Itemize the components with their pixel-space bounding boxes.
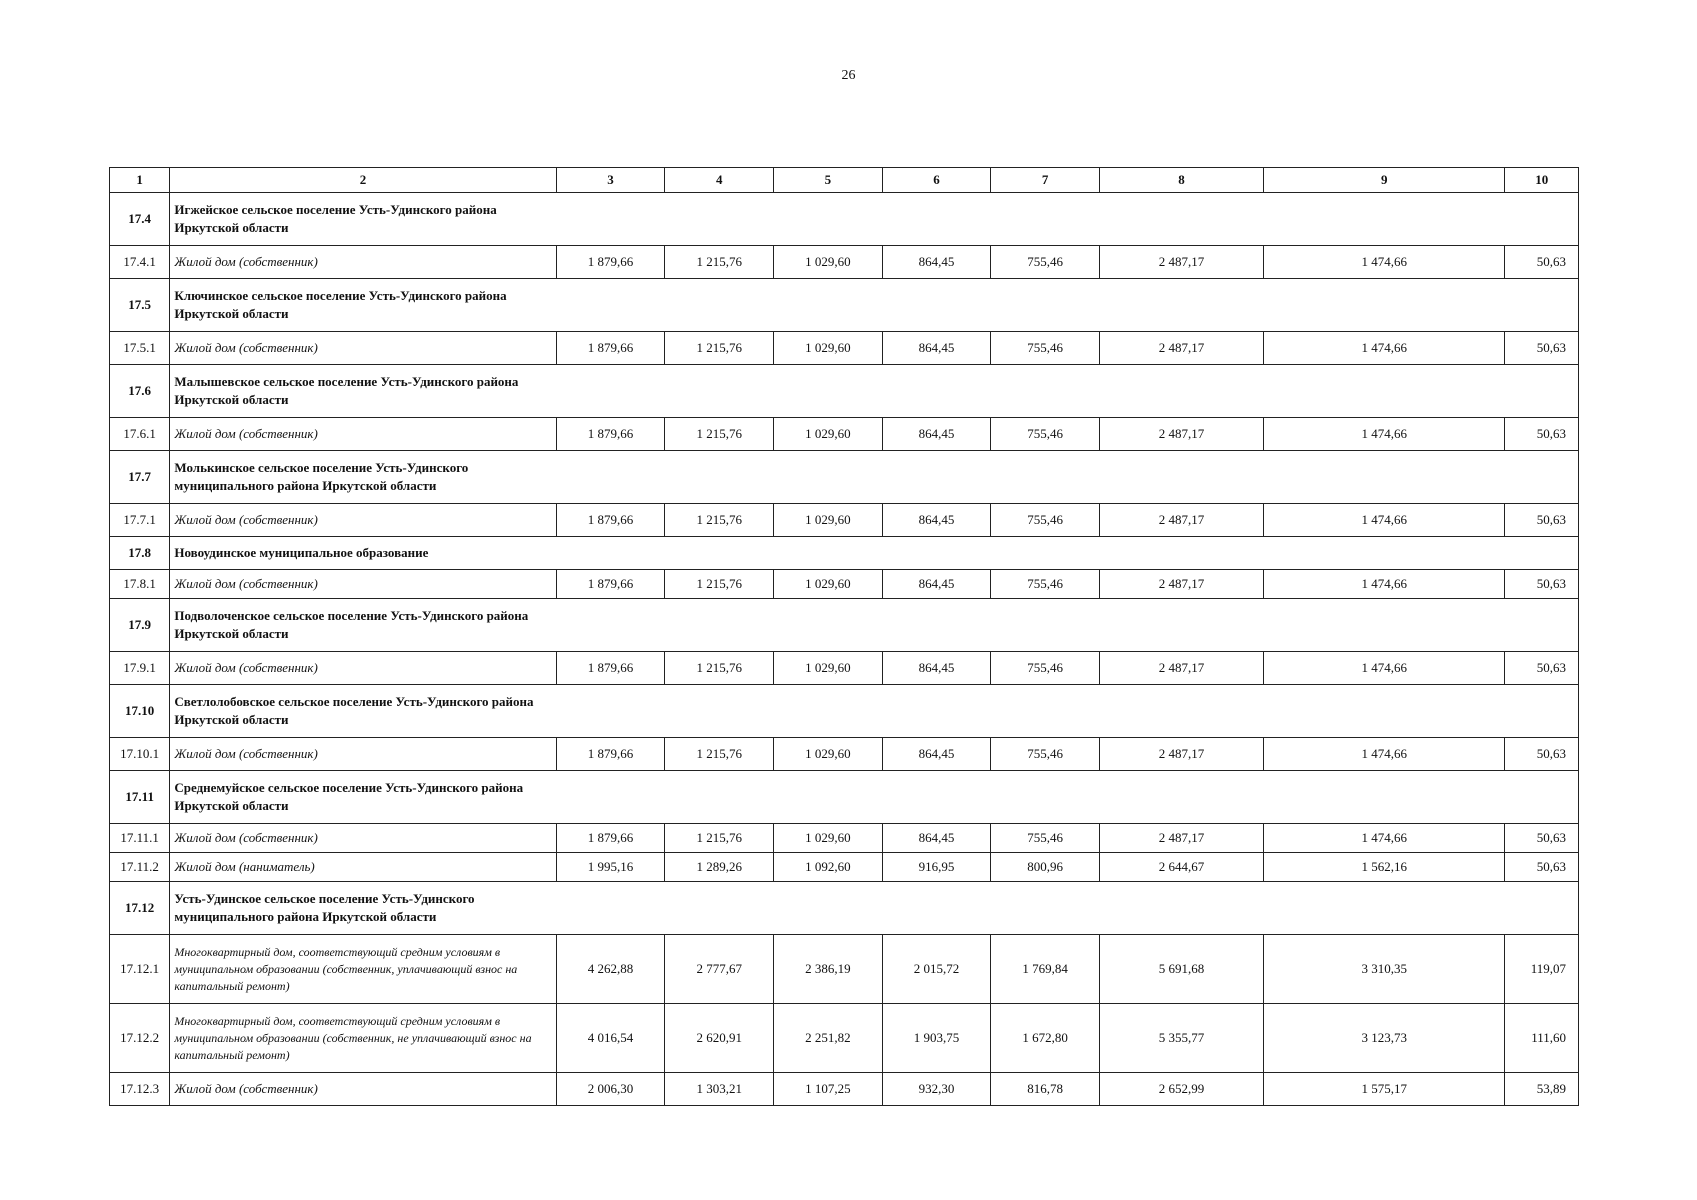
section-header-row: [110, 771, 1579, 824]
value-cell: 50,63: [1505, 824, 1579, 853]
value-cell: 1 215,76: [665, 824, 774, 853]
row-code: 17.9.1: [110, 652, 170, 685]
housing-type: Жилой дом (собственник): [170, 504, 556, 537]
settlement-name: Усть-Удинское сельское поселение Усть-Удинского муниципального района Иркутской области: [170, 882, 1579, 935]
section-code: 17.12: [110, 882, 170, 935]
value-cell: 755,46: [991, 504, 1100, 537]
value-cell: 864,45: [882, 504, 991, 537]
section-header-row: [110, 451, 1579, 504]
value-cell: 755,46: [991, 652, 1100, 685]
value-cell: 2 620,91: [665, 1004, 774, 1073]
value-cell: 2 015,72: [882, 935, 991, 1004]
column-header: 10: [1505, 168, 1579, 193]
value-cell: 1 215,76: [665, 332, 774, 365]
value-cell: 1 562,16: [1264, 853, 1505, 882]
value-cell: 50,63: [1505, 504, 1579, 537]
value-cell: 2 487,17: [1100, 332, 1264, 365]
value-cell: 1 029,60: [774, 824, 883, 853]
value-cell: 1 474,66: [1264, 418, 1505, 451]
table-row: [110, 1004, 1579, 1073]
row-code: 17.12.1: [110, 935, 170, 1004]
table-row: [110, 824, 1579, 853]
settlement-name: Среднемуйское сельское поселение Усть-Удинского района Иркутской области: [170, 771, 1579, 824]
row-code: 17.8.1: [110, 570, 170, 599]
value-cell: 1 879,66: [556, 504, 665, 537]
section-header-row: [110, 599, 1579, 652]
row-code: 17.4.1: [110, 246, 170, 279]
settlement-name: Светлолобовское сельское поселение Усть-Удинского района Иркутской области: [170, 685, 1579, 738]
table-row: [110, 332, 1579, 365]
value-cell: 755,46: [991, 332, 1100, 365]
section-code: 17.8: [110, 537, 170, 570]
column-header: 3: [556, 168, 665, 193]
value-cell: 1 215,76: [665, 738, 774, 771]
settlement-name: Игжейское сельское поселение Усть-Удинского района Иркутской области: [170, 193, 1579, 246]
section-code: 17.5: [110, 279, 170, 332]
value-cell: 916,95: [882, 853, 991, 882]
value-cell: 800,96: [991, 853, 1100, 882]
housing-type: Многоквартирный дом, соответствующий средним условиям в муниципальном образовании (собственник, не уплачивающий взнос на капитальный ремонт): [170, 1004, 556, 1073]
value-cell: 2 487,17: [1100, 246, 1264, 279]
column-header: 6: [882, 168, 991, 193]
value-cell: 1 474,66: [1264, 824, 1505, 853]
table-row: [110, 853, 1579, 882]
value-cell: 50,63: [1505, 570, 1579, 599]
value-cell: 1 474,66: [1264, 652, 1505, 685]
column-header: 2: [170, 168, 556, 193]
value-cell: 755,46: [991, 824, 1100, 853]
value-cell: 1 879,66: [556, 246, 665, 279]
value-cell: 1 092,60: [774, 853, 883, 882]
value-cell: 2 487,17: [1100, 824, 1264, 853]
column-header: 8: [1100, 168, 1264, 193]
row-code: 17.12.2: [110, 1004, 170, 1073]
row-code: 17.12.3: [110, 1073, 170, 1106]
column-header: 7: [991, 168, 1100, 193]
value-cell: 1 215,76: [665, 418, 774, 451]
value-cell: 1 879,66: [556, 332, 665, 365]
row-code: 17.7.1: [110, 504, 170, 537]
row-code: 17.11.1: [110, 824, 170, 853]
value-cell: 50,63: [1505, 652, 1579, 685]
value-cell: 755,46: [991, 738, 1100, 771]
section-code: 17.11: [110, 771, 170, 824]
value-cell: 4 016,54: [556, 1004, 665, 1073]
value-cell: 1 215,76: [665, 570, 774, 599]
section-code: 17.6: [110, 365, 170, 418]
value-cell: 864,45: [882, 570, 991, 599]
value-cell: 2 487,17: [1100, 418, 1264, 451]
value-cell: 1 879,66: [556, 738, 665, 771]
table-row: [110, 1073, 1579, 1106]
value-cell: 1 107,25: [774, 1073, 883, 1106]
housing-type: Жилой дом (собственник): [170, 246, 556, 279]
value-cell: 2 487,17: [1100, 570, 1264, 599]
value-cell: 3 123,73: [1264, 1004, 1505, 1073]
value-cell: 5 355,77: [1100, 1004, 1264, 1073]
value-cell: 1 474,66: [1264, 504, 1505, 537]
settlement-name: Малышевское сельское поселение Усть-Удинского района Иркутской области: [170, 365, 1579, 418]
value-cell: 1 474,66: [1264, 332, 1505, 365]
table-row: [110, 652, 1579, 685]
value-cell: 1 303,21: [665, 1073, 774, 1106]
column-header: 4: [665, 168, 774, 193]
housing-type: Жилой дом (собственник): [170, 652, 556, 685]
value-cell: 1 474,66: [1264, 246, 1505, 279]
value-cell: 755,46: [991, 246, 1100, 279]
value-cell: 2 006,30: [556, 1073, 665, 1106]
value-cell: 755,46: [991, 570, 1100, 599]
table-row: [110, 418, 1579, 451]
section-header-row: [110, 685, 1579, 738]
value-cell: 2 487,17: [1100, 738, 1264, 771]
row-code: 17.10.1: [110, 738, 170, 771]
settlement-name: Новоудинское муниципальное образование: [170, 537, 1579, 570]
section-header-row: [110, 279, 1579, 332]
value-cell: 2 487,17: [1100, 504, 1264, 537]
value-cell: 2 386,19: [774, 935, 883, 1004]
value-cell: 1 029,60: [774, 246, 883, 279]
value-cell: 1 474,66: [1264, 738, 1505, 771]
value-cell: 50,63: [1505, 246, 1579, 279]
value-cell: 864,45: [882, 824, 991, 853]
housing-type: Жилой дом (собственник): [170, 738, 556, 771]
value-cell: 2 251,82: [774, 1004, 883, 1073]
value-cell: 755,46: [991, 418, 1100, 451]
housing-type: Жилой дом (наниматель): [170, 853, 556, 882]
housing-type: Жилой дом (собственник): [170, 570, 556, 599]
value-cell: 4 262,88: [556, 935, 665, 1004]
value-cell: 111,60: [1505, 1004, 1579, 1073]
column-header: 1: [110, 168, 170, 193]
section-code: 17.10: [110, 685, 170, 738]
value-cell: 864,45: [882, 738, 991, 771]
value-cell: 1 879,66: [556, 652, 665, 685]
table-row: [110, 504, 1579, 537]
value-cell: 1 029,60: [774, 570, 883, 599]
housing-type: Жилой дом (собственник): [170, 824, 556, 853]
value-cell: 1 769,84: [991, 935, 1100, 1004]
section-header-row: [110, 193, 1579, 246]
section-code: 17.9: [110, 599, 170, 652]
value-cell: 1 575,17: [1264, 1073, 1505, 1106]
value-cell: 864,45: [882, 246, 991, 279]
value-cell: 50,63: [1505, 418, 1579, 451]
value-cell: 3 310,35: [1264, 935, 1505, 1004]
table-row: [110, 570, 1579, 599]
value-cell: 2 777,67: [665, 935, 774, 1004]
value-cell: 53,89: [1505, 1073, 1579, 1106]
value-cell: 864,45: [882, 652, 991, 685]
section-header-row: [110, 882, 1579, 935]
value-cell: 1 289,26: [665, 853, 774, 882]
value-cell: 1 879,66: [556, 418, 665, 451]
value-cell: 2 644,67: [1100, 853, 1264, 882]
value-cell: 1 474,66: [1264, 570, 1505, 599]
row-code: 17.5.1: [110, 332, 170, 365]
value-cell: 864,45: [882, 332, 991, 365]
tariff-table: [109, 167, 1579, 1106]
value-cell: 1 215,76: [665, 246, 774, 279]
settlement-name: Молькинское сельское поселение Усть-Удинского муниципального района Иркутской области: [170, 451, 1579, 504]
value-cell: 864,45: [882, 418, 991, 451]
value-cell: 1 879,66: [556, 570, 665, 599]
section-header-row: [110, 537, 1579, 570]
value-cell: 119,07: [1505, 935, 1579, 1004]
section-code: 17.7: [110, 451, 170, 504]
value-cell: 2 652,99: [1100, 1073, 1264, 1106]
value-cell: 1 215,76: [665, 652, 774, 685]
column-number-row: [110, 168, 1579, 193]
value-cell: 1 029,60: [774, 652, 883, 685]
row-code: 17.6.1: [110, 418, 170, 451]
value-cell: 50,63: [1505, 332, 1579, 365]
value-cell: 1 029,60: [774, 332, 883, 365]
housing-type: Жилой дом (собственник): [170, 1073, 556, 1106]
section-code: 17.4: [110, 193, 170, 246]
value-cell: 1 672,80: [991, 1004, 1100, 1073]
housing-type: Жилой дом (собственник): [170, 332, 556, 365]
value-cell: 816,78: [991, 1073, 1100, 1106]
table-row: [110, 738, 1579, 771]
settlement-name: Ключинское сельское поселение Усть-Удинского района Иркутской области: [170, 279, 1579, 332]
page-number: 26: [841, 68, 856, 83]
value-cell: 932,30: [882, 1073, 991, 1106]
value-cell: 1 029,60: [774, 738, 883, 771]
value-cell: 50,63: [1505, 853, 1579, 882]
table-row: [110, 246, 1579, 279]
value-cell: 1 215,76: [665, 504, 774, 537]
housing-type: Многоквартирный дом, соответствующий средним условиям в муниципальном образовании (собственник, уплачивающий взнос на капитальный ремонт): [170, 935, 556, 1004]
value-cell: 1 995,16: [556, 853, 665, 882]
value-cell: 1 903,75: [882, 1004, 991, 1073]
value-cell: 2 487,17: [1100, 652, 1264, 685]
value-cell: 5 691,68: [1100, 935, 1264, 1004]
value-cell: 1 879,66: [556, 824, 665, 853]
settlement-name: Подволоченское сельское поселение Усть-Удинского района Иркутской области: [170, 599, 1579, 652]
section-header-row: [110, 365, 1579, 418]
value-cell: 1 029,60: [774, 418, 883, 451]
row-code: 17.11.2: [110, 853, 170, 882]
column-header: 5: [774, 168, 883, 193]
table-row: [110, 935, 1579, 1004]
value-cell: 1 029,60: [774, 504, 883, 537]
column-header: 9: [1264, 168, 1505, 193]
housing-type: Жилой дом (собственник): [170, 418, 556, 451]
value-cell: 50,63: [1505, 738, 1579, 771]
